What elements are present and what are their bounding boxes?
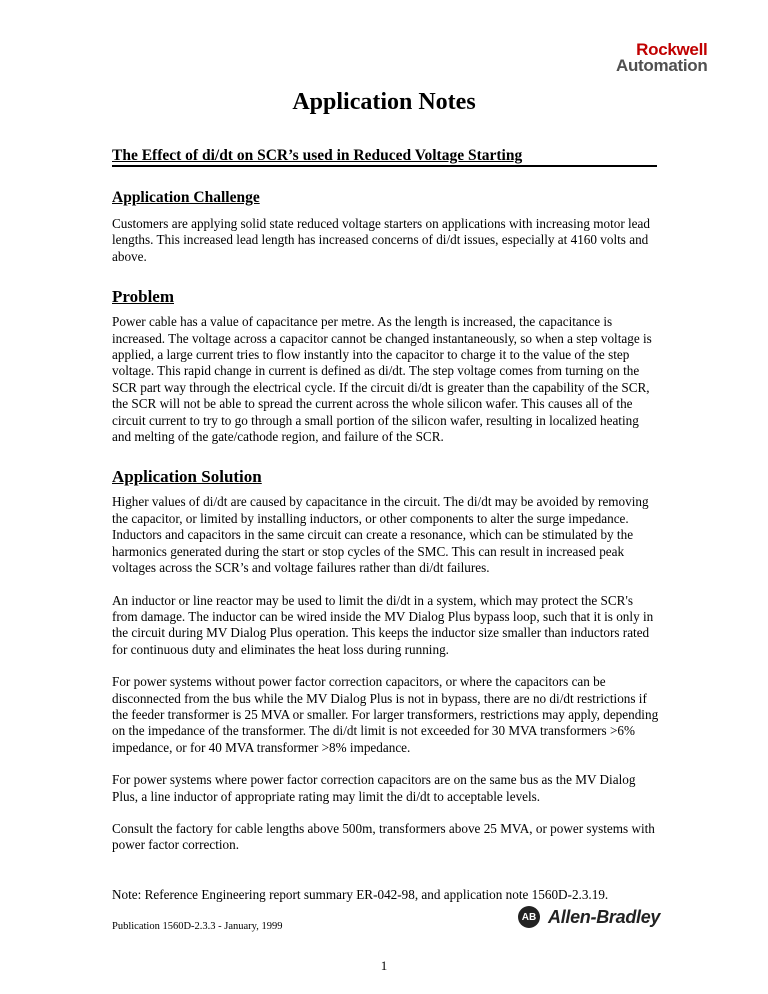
- logo-line-2: Automation: [616, 56, 708, 75]
- problem-paragraph: Power cable has a value of capacitance per metre. As the length is increased, the capacitance is increased. The voltage across a capacitor cannot be changed instantaneously, so when a step voltage is applied, a large current tries to flow instantly into the capacitor to charge it to the value of the step voltage. This rapid change in current is defined as di/dt. The step voltage comes from turning on the SCR part way through the electrical cycle. If the circuit di/dt is greater than the capability of the SCR, the SCR will not be able to spread the current across the whole silicon wafer. This causes all of the circuit current to try to go through a small portion of the silicon wafer, resulting in localized heating and melting of the gate/cathode region, and failure of the SCR.: [112, 314, 652, 445]
- allen-bradley-wordmark: Allen-Bradley: [548, 906, 661, 927]
- solution-paragraph-1: Higher values of di/dt are caused by capacitance in the circuit. The di/dt may be avoided by removing the capacitor, or limited by installing inductors, or other components to alter the surge impedance. Inductors and capacitors in the same circuit can create a resonance, which can be stimulated by the harmonics generated during the start or stop cycles of the SMC. This can result in increased peak voltages across the SCR’s and voltage failures rather than di/dt failures.: [112, 494, 649, 576]
- page-number: 1: [380, 958, 388, 973]
- heading-application-solution: Application Solution: [112, 467, 262, 487]
- heading-problem: Problem: [112, 287, 175, 307]
- logo-line-1: Rockwell: [636, 40, 708, 59]
- solution-paragraph-3: For power systems without power factor correction capacitors, or where the capacitors can be disconnected from the bus while the MV Dialog Plus is not in bypass, there are no di/dt restrictions if the feeder transformer is 25 MVA or smaller. For larger transformers, restrictions may apply, depending on the impedance of the transformer. The di/dt limit is not exceeded for 30 MVA transformers >6% impedance, or for 40 MVA transformer >8% impedance.: [112, 674, 659, 755]
- heading-application-challenge: Application Challenge: [112, 189, 260, 206]
- solution-paragraph-2: An inductor or line reactor may be used to limit the di/dt in a system, which may protect the SCR's from damage. The inductor can be wired inside the MV Dialog Plus bypass loop, such that it is only in the circuit during MV Dialog Plus operation. This keeps the inductor size smaller than inductors rated for continuous duty and eliminates the heat loss during running.: [112, 592, 654, 657]
- document-body: [112, 189, 660, 903]
- allen-bradley-logo: [518, 906, 660, 928]
- title-divider: [112, 165, 657, 167]
- ab-badge-icon: AB: [518, 906, 540, 928]
- page-title: Application Notes: [292, 89, 476, 115]
- publication-info: Publication 1560D-2.3.3 - January, 1999: [112, 921, 283, 932]
- solution-paragraph-5: Consult the factory for cable lengths above 500m, transformers above 25 MVA, or power systems with power factor correction.: [112, 820, 655, 853]
- solution-paragraph-4: For power systems where power factor correction capacitors are on the same bus as the MV Dialog Plus, a line inductor of appropriate rating may limit the di/dt to acceptable levels.: [112, 772, 636, 804]
- challenge-paragraph: Customers are applying solid state reduced voltage starters on applications with increasing motor lead lengths. This increased lead length has increased concerns of di/dt issues, especially at 4160 volts and above.: [112, 216, 650, 264]
- document-subtitle: The Effect of di/dt on SCR’s used in Reduced Voltage Starting: [112, 147, 523, 164]
- reference-note: Note: Reference Engineering report summary ER-042-98, and application note 1560D-2.3.19.: [112, 886, 609, 902]
- rockwell-automation-logo: [616, 42, 707, 74]
